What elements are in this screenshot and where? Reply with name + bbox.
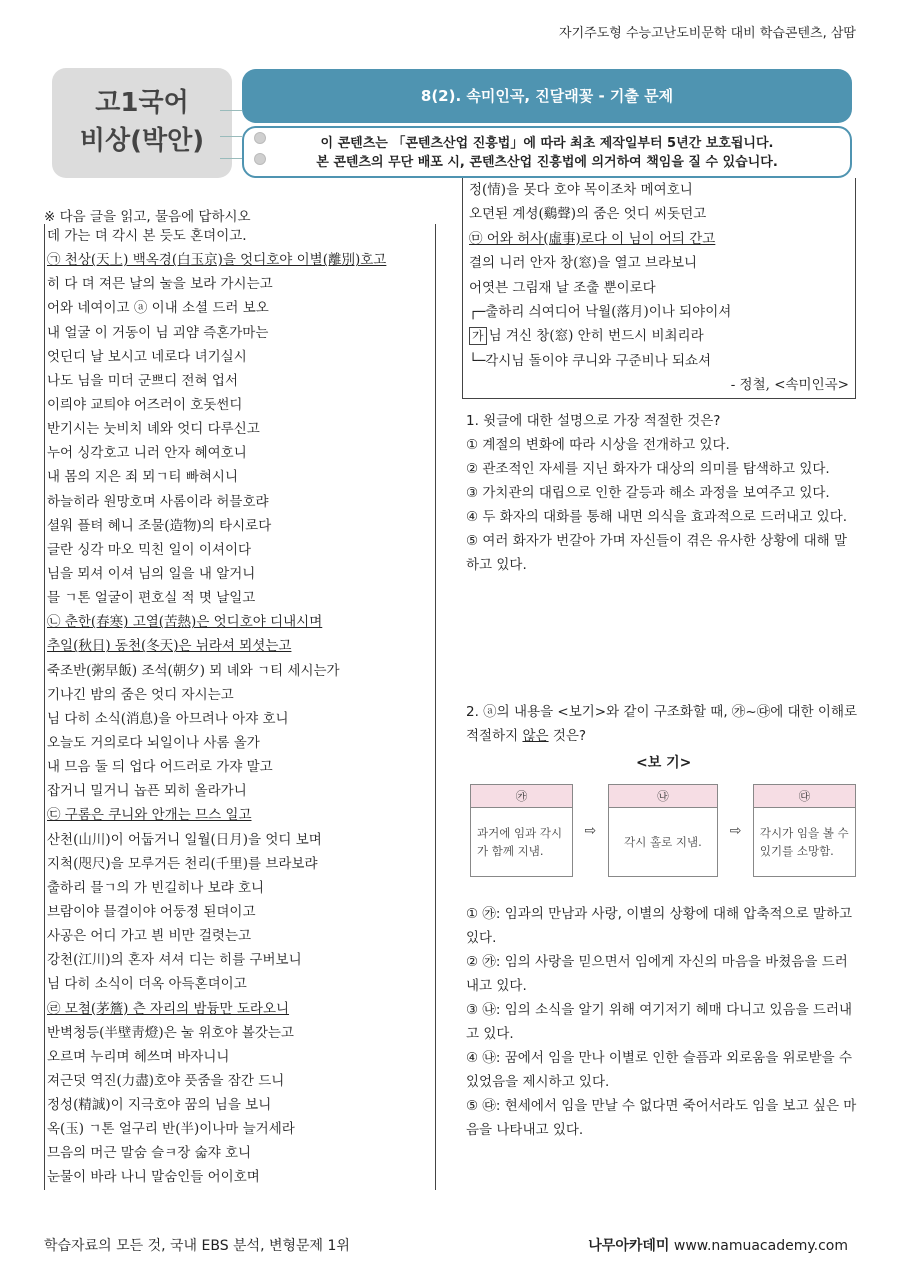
poem-line: 님 다히 소식이 더옥 아득혼뎌이고	[47, 976, 247, 993]
poem-line: └─각시님 돌이야 쿠니와 구준비나 되쇼셔	[469, 352, 712, 369]
course-line1: 고1국어	[95, 88, 189, 118]
poem-line: 정성(精誠)이 지극호야 꿈의 님을 보니	[47, 1097, 272, 1114]
connector-line	[220, 136, 242, 137]
answer-option: ③ ㉯: 임의 소식을 알기 위해 여기저기 헤매 다니고 있음을 드러내고 있다.	[466, 1002, 853, 1042]
instruction-text: ※ 다음 글을 읽고, 물음에 답하시오	[44, 209, 251, 225]
footer-brand	[588, 1235, 848, 1255]
header-tagline: 자기주도형 수능고난도비문학 대비 학습콘텐츠, 삼땀	[559, 26, 856, 41]
poem-line: ㉤ 어와 허사(虛事)로다 이 님이 어듸 간고	[469, 230, 716, 247]
poem-line: 내 몸의 지은 죄 뫼ㄱ티 빠혀시니	[47, 469, 238, 486]
stem-text: 2. ⓐ의 내용을 <보기>와 같이 구조화할 때, ㉮~㉰에 대한 이해로 적절하지	[466, 704, 858, 744]
poem-line: 사공은 어디 가고 븬 비만 걸렷는고	[47, 928, 252, 945]
poem-left-column	[44, 224, 436, 1190]
question-1	[466, 409, 858, 577]
answer-option: ② 관조적인 자세를 지닌 화자가 대상의 의미를 탐색하고 있다.	[466, 461, 830, 477]
connector-line	[220, 158, 242, 159]
poem-line: 오르며 누리며 헤쓰며 바자니니	[47, 1048, 230, 1065]
answer-option: ⑤ ㉰: 현세에서 임을 만날 수 없다면 죽어서라도 임을 보고 싶은 마음을 나타내고 있다.	[466, 1098, 857, 1138]
poem-line: 기나긴 밤의 줌은 엇디 자시는고	[47, 686, 234, 703]
poem-line: 데 가는 뎌 각시 본 듯도 혼뎌이고.	[47, 228, 247, 244]
poem-line: 내 얼굴 이 거동이 님 괴얌 즉혼가마는	[47, 324, 269, 341]
question-2-stem	[466, 700, 858, 748]
poem-line: 브람이야 믈결이야 어둥졍 된뎌이고	[47, 903, 256, 920]
poem-right-column	[462, 178, 856, 399]
poem-line: 출하리 믈ㄱ의 가 빈길히나 보랴 호니	[47, 879, 265, 896]
poem-line: 셜워 플텨 혜니 조물(造物)의 타시로다	[47, 517, 272, 534]
course-line2: 비상(박안)	[79, 126, 205, 156]
copyright-notice	[242, 126, 852, 178]
bogi-table	[470, 784, 856, 877]
poem-line: 져근덧 역진(力盡)호야 픗줌을 잠간 드니	[47, 1072, 285, 1089]
poem-line-text: 님 겨신 창(窓) 안히 번드시 비최리라	[488, 328, 704, 345]
notice-line2: 본 콘텐츠의 무단 배포 시, 콘텐츠산업 진흥법에 의거하여 책임을 질 수 있습니다.	[316, 155, 778, 170]
poem-line: 엇딘디 날 보시고 네로다 녀기실시	[47, 348, 247, 365]
poem-line: 추일(秋日) 동천(冬天)은 뉘라셔 뫼셧는고	[47, 638, 292, 655]
poem-line: 히 다 뎌 져믄 날의 눌을 보라 가시는고	[47, 276, 273, 293]
poem-line	[469, 324, 849, 348]
answer-option: ① 계절의 변화에 따라 시상을 전개하고 있다.	[466, 437, 730, 453]
answer-option: ② ㉮: 임의 사랑을 믿으면서 임에게 자신의 마음을 바쳤음을 드러내고 있다.	[466, 954, 848, 994]
arrow-icon: ⇨	[718, 785, 754, 877]
bogi-cell: 각시가 임을 볼 수 있기를 소망함.	[753, 808, 855, 877]
arrow-icon: ⇨	[573, 785, 609, 877]
poem-line: ㉢ 구롬은 쿠니와 안개는 므스 일고	[47, 807, 252, 824]
answer-option: ④ ㉯: 꿈에서 임을 만나 이별로 인한 슬픔과 외로움을 위로받을 수 있었음을 제시하고 있다.	[466, 1050, 853, 1090]
bogi-header: ㉮	[471, 785, 573, 808]
poem-line: 어엿븐 그림재 날 조출 뿐이로다	[469, 279, 656, 296]
poem-line: 믈 ㄱ톤 얼굴이 편호실 적 몃 날일고	[47, 590, 256, 607]
answer-option: ① ㉮: 임과의 만남과 사랑, 이별의 상황에 대해 압축적으로 말하고 있다.	[466, 906, 853, 946]
stem-emphasis: 않은	[522, 728, 549, 744]
poem-line: 눈물이 바라 나니 말숨인들 어이호며	[47, 1169, 260, 1186]
poem-line: 오늘도 거의로다 뇌일이나 사롬 올가	[47, 734, 260, 751]
course-label	[52, 68, 232, 178]
poem-line: 글란 싱각 마오 믹친 일이 이셔이다	[47, 541, 252, 558]
poem-line: 죽조반(粥早飯) 조석(朝夕) 뫼 녜와 ㄱ티 세시는가	[47, 662, 340, 679]
poem-line: 어와 네여이고 ⓐ 이내 소셜 드러 보오	[47, 300, 269, 317]
bogi-title: <보 기>	[636, 755, 692, 771]
ga-section-label: 가	[469, 327, 487, 345]
brand-name: 나무아카데미	[588, 1238, 670, 1254]
question-stem: 1. 윗글에 대한 설명으로 가장 적절한 것은?	[466, 413, 721, 429]
stem-text: 것은?	[548, 728, 587, 744]
question-2-options	[466, 902, 858, 1142]
poem-line: 산천(山川)이 어둡거니 일월(日月)을 엇디 보며	[47, 831, 322, 848]
poem-line: 결의 니러 안자 창(窓)을 열고 브라보니	[469, 255, 698, 272]
poem-line: 므음의 머근 말숨 슬ㅋ장 숣쟈 호니	[47, 1145, 252, 1162]
brand-url[interactable]: www.namuacademy.com	[673, 1238, 848, 1254]
answer-option: ⑤ 여러 화자가 번갈아 가며 자신들이 겪은 유사한 상황에 대해 말하고 있다.	[466, 533, 848, 573]
poem-line: 하늘히라 원망호며 사롬이라 허믈호랴	[47, 493, 269, 510]
poem-line: ㉠ 천상(天上) 백옥경(白玉京)을 엇디호야 이별(離別)호고	[47, 252, 387, 269]
poem-line: ㉡ 춘한(春寒) 고열(苦熱)은 엇디호야 디내시며	[47, 614, 323, 631]
poem-line: ㉣ 모쳠(茅簷) 츤 자리의 밤듕만 도라오니	[47, 1000, 290, 1017]
bogi-header: ㉰	[753, 785, 855, 808]
notice-line1: 이 콘텐츠는 「콘텐츠산업 진흥법」에 따라 최초 제작일부터 5년간 보호됩니다.	[320, 136, 774, 151]
poem-line: 정(情)을 못다 호야 목이조차 메여호니	[469, 182, 693, 198]
poem-line: 이릐야 교틔야 어즈러이 호돗썬디	[47, 396, 243, 413]
poem-line: ┌─출하리 싀여디어 낙월(落月)이나 되야이셔	[469, 303, 732, 320]
footer-slogan: 학습자료의 모든 것, 국내 EBS 분석, 변형문제 1위	[44, 1238, 350, 1254]
connector-line	[220, 110, 242, 111]
poem-line: 반기시는 눗비치 녜와 엇디 다루신고	[47, 421, 260, 438]
poem-line: 강천(江川)의 혼자 셔셔 디는 히를 구버보니	[47, 952, 302, 969]
poem-line: 지척(咫尺)을 모루거든 천리(千里)를 브라보랴	[47, 855, 318, 872]
poem-line: 님 다히 소식(消息)을 아므려나 아쟈 호니	[47, 710, 289, 727]
bogi-cell: 과거에 임과 각시가 함께 지냄.	[471, 808, 573, 877]
poem-line: 반벽청등(半壁靑燈)은 눌 위호야 볼갓는고	[47, 1024, 294, 1041]
poem-author: - 정철, <속미인곡>	[730, 377, 849, 394]
poem-line: 나도 님을 미더 군쁘디 전혀 업서	[47, 372, 238, 389]
bogi-cell: 각시 홀로 지냄.	[608, 808, 718, 877]
answer-option: ④ 두 화자의 대화를 통해 내면 의식을 효과적으로 드러내고 있다.	[466, 509, 848, 525]
poem-line: 님을 뫼셔 이셔 님의 일을 내 알거니	[47, 565, 256, 582]
poem-line: 잡거니 밀거니 놉픈 뫼히 올라가니	[47, 783, 247, 800]
document-title: 8(2). 속미인곡, 진달래꽃 - 기출 문제	[242, 69, 852, 123]
poem-line: 오뎐된 계셩(鷄聲)의 줌은 엇디 씨돗던고	[469, 206, 707, 223]
poem-line: 옥(玉) ㄱ톤 얼구리 반(半)이나마 늘거세라	[47, 1121, 295, 1138]
poem-line: 누어 싱각호고 니러 안자 혜여호니	[47, 445, 247, 462]
bogi-header: ㉯	[608, 785, 718, 808]
poem-line: 내 므음 둘 듸 업다 어드러로 가쟈 말고	[47, 759, 273, 776]
answer-option: ③ 가치관의 대립으로 인한 갈등과 해소 과정을 보여주고 있다.	[466, 485, 830, 501]
